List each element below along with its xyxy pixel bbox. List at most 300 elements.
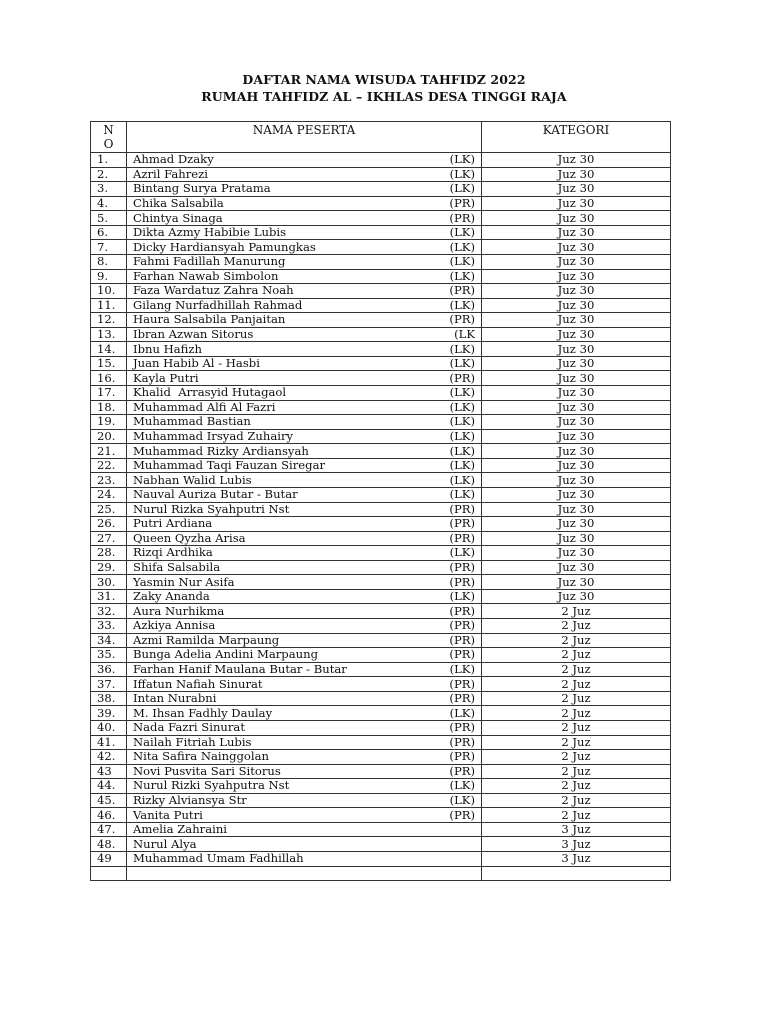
participant-cell xyxy=(127,356,482,371)
participant-name: Juan Habib Al - Hasbi xyxy=(133,356,260,371)
table-row xyxy=(91,750,671,765)
participant-name: Azmi Ramilda Marpaung xyxy=(133,633,280,647)
participant-cell xyxy=(127,633,482,648)
participant-cell xyxy=(127,750,482,765)
participant-gender: (LK xyxy=(454,327,475,342)
participant-name: Nada Fazri Sinurat xyxy=(133,720,245,735)
participant-category: Juz 30 xyxy=(482,225,671,240)
participant-category: Juz 30 xyxy=(482,531,671,546)
table-row xyxy=(91,779,671,794)
participant-name: Ibran Azwan Sitorus xyxy=(133,327,254,342)
participant-category: 2 Juz xyxy=(482,633,671,648)
row-number: 26. xyxy=(91,517,127,532)
row-number: 29. xyxy=(91,560,127,575)
participant-name: Farhan Hanif Maulana Butar - Butar xyxy=(133,662,347,676)
table-row xyxy=(91,211,671,226)
participant-category: 3 Juz xyxy=(482,837,671,852)
participant-category: 2 Juz xyxy=(482,648,671,663)
participant-cell xyxy=(127,487,482,502)
row-number: 7. xyxy=(91,240,127,255)
participant-gender: (PR) xyxy=(449,749,475,764)
row-number: 23. xyxy=(91,473,127,488)
table-row xyxy=(91,487,671,502)
table-row xyxy=(91,240,671,255)
row-number: 16. xyxy=(91,371,127,386)
participant-name: Amelia Zahraini xyxy=(133,822,228,837)
participant-gender: (LK) xyxy=(449,152,475,167)
table-row xyxy=(91,429,671,444)
participant-name: Muhammad Bastian xyxy=(133,414,251,429)
table-row xyxy=(91,735,671,750)
participant-gender: (LK) xyxy=(449,778,475,793)
participant-name: Ibnu Hafizh xyxy=(133,341,202,356)
row-number: 43 xyxy=(91,764,127,779)
participant-category: Juz 30 xyxy=(482,254,671,269)
participant-category: 2 Juz xyxy=(482,764,671,779)
table-row xyxy=(91,837,671,852)
table-row xyxy=(91,400,671,415)
participant-gender: (LK) xyxy=(449,443,475,458)
row-number: 37. xyxy=(91,677,127,692)
participant-category: Juz 30 xyxy=(482,196,671,211)
participant-cell xyxy=(127,473,482,488)
table-row xyxy=(91,546,671,561)
participant-gender: (LK) xyxy=(449,239,475,254)
participant-category: 2 Juz xyxy=(482,720,671,735)
participant-cell xyxy=(127,327,482,342)
participant-name: Putri Ardiana xyxy=(133,516,213,531)
participant-cell xyxy=(127,546,482,561)
row-number: 5. xyxy=(91,211,127,226)
participant-name: Fahmi Fadillah Manurung xyxy=(133,254,286,269)
table-row xyxy=(91,633,671,648)
participant-name: Nauval Auriza Butar - Butar xyxy=(133,487,298,502)
participant-cell xyxy=(127,167,482,182)
participant-category: 2 Juz xyxy=(482,793,671,808)
participant-category: 2 Juz xyxy=(482,691,671,706)
participant-gender: (PR) xyxy=(449,647,475,662)
header-category: KATEGORI xyxy=(482,122,671,153)
participant-gender: (PR) xyxy=(449,560,475,575)
participant-category: Juz 30 xyxy=(482,386,671,401)
participant-name: Rizqi Ardhika xyxy=(133,545,213,560)
participant-cell xyxy=(127,225,482,240)
participant-name: Azkiya Annisa xyxy=(133,618,216,633)
table-row xyxy=(91,298,671,313)
participant-category: Juz 30 xyxy=(482,444,671,459)
table-body xyxy=(91,153,671,881)
table-row xyxy=(91,386,671,401)
participant-name: Muhammad Alfi Al Fazri xyxy=(133,400,276,414)
participant-cell xyxy=(127,779,482,794)
table-row xyxy=(91,662,671,677)
table-row xyxy=(91,852,671,867)
participant-cell xyxy=(127,662,482,677)
participant-category: Juz 30 xyxy=(482,589,671,604)
participant-gender: (LK) xyxy=(449,400,475,414)
participant-name: Muhammad Rizky Ardiansyah xyxy=(133,443,309,458)
participant-cell xyxy=(127,531,482,546)
participant-cell xyxy=(127,575,482,590)
table-row xyxy=(91,677,671,692)
row-number: 47. xyxy=(91,822,127,837)
row-number: 34. xyxy=(91,633,127,648)
row-number: 3. xyxy=(91,182,127,197)
participant-gender: (PR) xyxy=(449,691,475,706)
participant-name: Azril Fahrezi xyxy=(133,167,208,181)
participant-cell xyxy=(127,284,482,299)
table-row xyxy=(91,691,671,706)
participant-name: Bunga Adelia Andini Marpaung xyxy=(133,647,318,662)
participant-category: Juz 30 xyxy=(482,575,671,590)
participant-name: Nurul Rizka Syahputri Nst xyxy=(133,502,290,516)
participant-name: Muhammad Umam Fadhillah xyxy=(133,851,304,866)
table-row xyxy=(91,313,671,328)
participant-name: Ahmad Dzaky xyxy=(133,152,214,167)
row-number: 44. xyxy=(91,779,127,794)
participant-name: Vanita Putri xyxy=(133,807,203,822)
participant-gender: (PR) xyxy=(449,312,475,327)
participant-category: 3 Juz xyxy=(482,852,671,867)
table-row xyxy=(91,284,671,299)
participant-category: 2 Juz xyxy=(482,604,671,619)
row-number: 15. xyxy=(91,356,127,371)
participant-cell xyxy=(127,196,482,211)
row-number xyxy=(91,866,127,881)
participant-cell xyxy=(127,182,482,197)
participant-gender: (PR) xyxy=(449,720,475,735)
table-row xyxy=(91,415,671,430)
row-number: 18. xyxy=(91,400,127,415)
participant-cell xyxy=(127,153,482,168)
table-row xyxy=(91,356,671,371)
row-number: 14. xyxy=(91,342,127,357)
participant-cell xyxy=(127,691,482,706)
participant-gender: (LK) xyxy=(449,429,475,443)
participant-gender: (LK) xyxy=(449,545,475,560)
participant-name: Queen Qyzha Arisa xyxy=(133,531,246,545)
row-number: 41. xyxy=(91,735,127,750)
participant-cell xyxy=(127,837,482,852)
table-row xyxy=(91,706,671,721)
participant-name: Aura Nurhikma xyxy=(133,603,225,618)
participant-gender: (LK) xyxy=(449,356,475,371)
participant-category: 2 Juz xyxy=(482,662,671,677)
participant-gender: (LK) xyxy=(449,341,475,356)
table-row xyxy=(91,182,671,197)
participant-gender: (PR) xyxy=(449,531,475,545)
participant-cell xyxy=(127,458,482,473)
participant-name: Rizky Alviansya Str xyxy=(133,793,247,808)
participant-name: Khalid Arrasyid Hutagaol xyxy=(133,385,287,400)
table-row xyxy=(91,473,671,488)
row-number: 9. xyxy=(91,269,127,284)
row-number: 28. xyxy=(91,546,127,561)
participant-name: Muhammad Taqi Fauzan Siregar xyxy=(133,458,326,473)
participant-category: Juz 30 xyxy=(482,517,671,532)
participant-category xyxy=(482,866,671,881)
participant-cell xyxy=(127,269,482,284)
participant-gender: (LK) xyxy=(449,414,475,429)
row-number: 21. xyxy=(91,444,127,459)
participant-category: Juz 30 xyxy=(482,546,671,561)
participant-cell xyxy=(127,589,482,604)
participant-name: Chika Salsabila xyxy=(133,196,224,210)
row-number: 45. xyxy=(91,793,127,808)
participant-name: Dicky Hardiansyah Pamungkas xyxy=(133,239,316,254)
row-number: 12. xyxy=(91,313,127,328)
participant-category: 2 Juz xyxy=(482,750,671,765)
participant-category: Juz 30 xyxy=(482,415,671,430)
table-row xyxy=(91,167,671,182)
participant-category: 2 Juz xyxy=(482,706,671,721)
table-row xyxy=(91,648,671,663)
participant-cell xyxy=(127,342,482,357)
participant-cell xyxy=(127,517,482,532)
participant-cell xyxy=(127,371,482,386)
participant-cell xyxy=(127,444,482,459)
participant-gender: (LK) xyxy=(449,298,475,312)
participant-cell xyxy=(127,386,482,401)
participant-gender: (LK) xyxy=(449,181,475,196)
participant-category: Juz 30 xyxy=(482,240,671,255)
participant-gender: (PR) xyxy=(449,807,475,822)
participant-category: Juz 30 xyxy=(482,400,671,415)
row-number: 32. xyxy=(91,604,127,619)
participant-cell xyxy=(127,648,482,663)
participant-cell xyxy=(127,866,482,881)
participant-cell xyxy=(127,240,482,255)
document-title: DAFTAR NAMA WISUDA TAHFIDZ 2022 xyxy=(242,72,526,87)
row-number: 27. xyxy=(91,531,127,546)
table-row xyxy=(91,589,671,604)
row-number: 22. xyxy=(91,458,127,473)
participant-cell xyxy=(127,764,482,779)
participant-category: Juz 30 xyxy=(482,153,671,168)
participant-gender: (LK) xyxy=(449,167,475,181)
participant-cell xyxy=(127,822,482,837)
participant-cell xyxy=(127,298,482,313)
participant-gender: (LK) xyxy=(449,662,475,676)
participant-category: Juz 30 xyxy=(482,182,671,197)
participant-gender: (LK) xyxy=(449,269,475,283)
participant-cell xyxy=(127,429,482,444)
participant-gender: (PR) xyxy=(449,735,475,749)
row-number: 36. xyxy=(91,662,127,677)
table-row xyxy=(91,531,671,546)
participant-gender: (LK) xyxy=(449,705,475,720)
participant-name: Chintya Sinaga xyxy=(133,210,223,225)
participant-gender: (LK) xyxy=(449,254,475,269)
row-number: 35. xyxy=(91,648,127,663)
participant-name: Zaky Ananda xyxy=(133,589,210,604)
row-number: 42. xyxy=(91,750,127,765)
participant-category: 2 Juz xyxy=(482,808,671,823)
participant-category: Juz 30 xyxy=(482,356,671,371)
participant-cell xyxy=(127,211,482,226)
participant-cell xyxy=(127,852,482,867)
table-row xyxy=(91,342,671,357)
participant-cell xyxy=(127,560,482,575)
row-number: 19. xyxy=(91,415,127,430)
participant-cell xyxy=(127,415,482,430)
participant-name: Dikta Azmy Habibie Lubis xyxy=(133,225,287,240)
row-number: 31. xyxy=(91,589,127,604)
participant-category: 2 Juz xyxy=(482,619,671,634)
participant-category: Juz 30 xyxy=(482,560,671,575)
participant-category: Juz 30 xyxy=(482,473,671,488)
participant-name: M. Ihsan Fadhly Daulay xyxy=(133,705,273,720)
participant-name: Nailah Fitriah Lubis xyxy=(133,735,252,749)
table-row xyxy=(91,764,671,779)
row-number: 8. xyxy=(91,254,127,269)
participant-cell xyxy=(127,400,482,415)
participant-gender: (PR) xyxy=(449,370,475,385)
participant-gender: (LK) xyxy=(449,589,475,604)
row-number: 11. xyxy=(91,298,127,313)
participant-category: Juz 30 xyxy=(482,211,671,226)
participant-name: Shifa Salsabila xyxy=(133,560,221,575)
participant-name: Nita Safira Nainggolan xyxy=(133,749,269,764)
table-row xyxy=(91,720,671,735)
table-row xyxy=(91,254,671,269)
row-number: 40. xyxy=(91,720,127,735)
table-row xyxy=(91,560,671,575)
participant-name: Faza Wardatuz Zahra Noah xyxy=(133,283,294,298)
participant-name: Bintang Surya Pratama xyxy=(133,181,271,196)
table-row xyxy=(91,269,671,284)
participant-cell xyxy=(127,808,482,823)
participant-cell xyxy=(127,313,482,328)
participant-name: Nabhan Walid Lubis xyxy=(133,472,252,487)
participant-gender: (PR) xyxy=(449,633,475,647)
row-number: 46. xyxy=(91,808,127,823)
row-number: 6. xyxy=(91,225,127,240)
table-row xyxy=(91,517,671,532)
participant-gender: (PR) xyxy=(449,618,475,633)
table-row xyxy=(91,225,671,240)
participant-name: Kayla Putri xyxy=(133,370,199,385)
participant-category: Juz 30 xyxy=(482,458,671,473)
row-number: 30. xyxy=(91,575,127,590)
table-row xyxy=(91,808,671,823)
document-subtitle: RUMAH TAHFIDZ AL – IKHLAS DESA TINGGI RAJA xyxy=(201,89,567,104)
participant-table xyxy=(90,121,671,881)
table-row xyxy=(91,371,671,386)
participant-gender: (PR) xyxy=(449,210,475,225)
participant-name: Iffatun Nafiah Sinurat xyxy=(133,676,263,691)
table-row xyxy=(91,327,671,342)
participant-gender: (PR) xyxy=(449,502,475,516)
row-number: 33. xyxy=(91,619,127,634)
participant-cell xyxy=(127,604,482,619)
participant-gender: (PR) xyxy=(449,764,475,778)
participant-category: 2 Juz xyxy=(482,735,671,750)
row-number: 2. xyxy=(91,167,127,182)
row-number: 39. xyxy=(91,706,127,721)
table-row xyxy=(91,575,671,590)
participant-name: Nurul Rizki Syahputra Nst xyxy=(133,778,290,793)
table-row xyxy=(91,153,671,168)
participant-category: Juz 30 xyxy=(482,313,671,328)
participant-category: 2 Juz xyxy=(482,677,671,692)
participant-gender: (PR) xyxy=(449,603,475,618)
participant-name: Gilang Nurfadhillah Rahmad xyxy=(133,298,303,312)
table-row xyxy=(91,793,671,808)
participant-category: Juz 30 xyxy=(482,167,671,182)
row-number: 17. xyxy=(91,386,127,401)
row-number: 13. xyxy=(91,327,127,342)
participant-gender: (LK) xyxy=(449,487,475,502)
row-number: 20. xyxy=(91,429,127,444)
participant-gender: (LK) xyxy=(449,225,475,240)
row-number: 1. xyxy=(91,153,127,168)
participant-cell xyxy=(127,735,482,750)
participant-cell xyxy=(127,254,482,269)
table-header-row xyxy=(91,122,671,153)
participant-category: Juz 30 xyxy=(482,502,671,517)
table-row xyxy=(91,502,671,517)
participant-cell xyxy=(127,793,482,808)
row-number: 48. xyxy=(91,837,127,852)
table-row xyxy=(91,822,671,837)
participant-cell xyxy=(127,502,482,517)
participant-category: Juz 30 xyxy=(482,342,671,357)
participant-category: Juz 30 xyxy=(482,429,671,444)
participant-category: 3 Juz xyxy=(482,822,671,837)
participant-cell xyxy=(127,677,482,692)
participant-name: Nurul Alya xyxy=(133,836,197,851)
participant-cell xyxy=(127,619,482,634)
participant-gender: (LK) xyxy=(449,793,475,808)
table-row xyxy=(91,444,671,459)
participant-gender: (PR) xyxy=(449,196,475,210)
participant-category: Juz 30 xyxy=(482,371,671,386)
participant-cell xyxy=(127,720,482,735)
participant-name: Muhammad Irsyad Zuhairy xyxy=(133,429,294,443)
table-row xyxy=(91,619,671,634)
participant-gender: (LK) xyxy=(449,458,475,473)
participant-gender: (PR) xyxy=(449,676,475,691)
participant-gender: (PR) xyxy=(449,516,475,531)
table-row xyxy=(91,866,671,881)
participant-category: Juz 30 xyxy=(482,284,671,299)
participant-category: Juz 30 xyxy=(482,327,671,342)
table-row xyxy=(91,458,671,473)
table-row xyxy=(91,196,671,211)
participant-gender: (PR) xyxy=(449,283,475,298)
participant-name: Intan Nurabni xyxy=(133,691,217,706)
row-number: 25. xyxy=(91,502,127,517)
row-number: 49 xyxy=(91,852,127,867)
row-number: 4. xyxy=(91,196,127,211)
row-number: 24. xyxy=(91,487,127,502)
participant-category: Juz 30 xyxy=(482,269,671,284)
header-name: NAMA PESERTA xyxy=(127,122,482,153)
header-no: N O xyxy=(91,122,127,153)
participant-cell xyxy=(127,706,482,721)
participant-name: Novi Pusvita Sari Sitorus xyxy=(133,764,281,778)
participant-name: Haura Salsabila Panjaitan xyxy=(133,312,286,327)
participant-gender: (PR) xyxy=(449,574,475,589)
participant-name: Farhan Nawab Simbolon xyxy=(133,269,279,283)
participant-name: Yasmin Nur Asifa xyxy=(133,574,235,589)
table-row xyxy=(91,604,671,619)
row-number: 10. xyxy=(91,284,127,299)
participant-category: Juz 30 xyxy=(482,487,671,502)
row-number: 38. xyxy=(91,691,127,706)
participant-gender: (LK) xyxy=(449,385,475,400)
